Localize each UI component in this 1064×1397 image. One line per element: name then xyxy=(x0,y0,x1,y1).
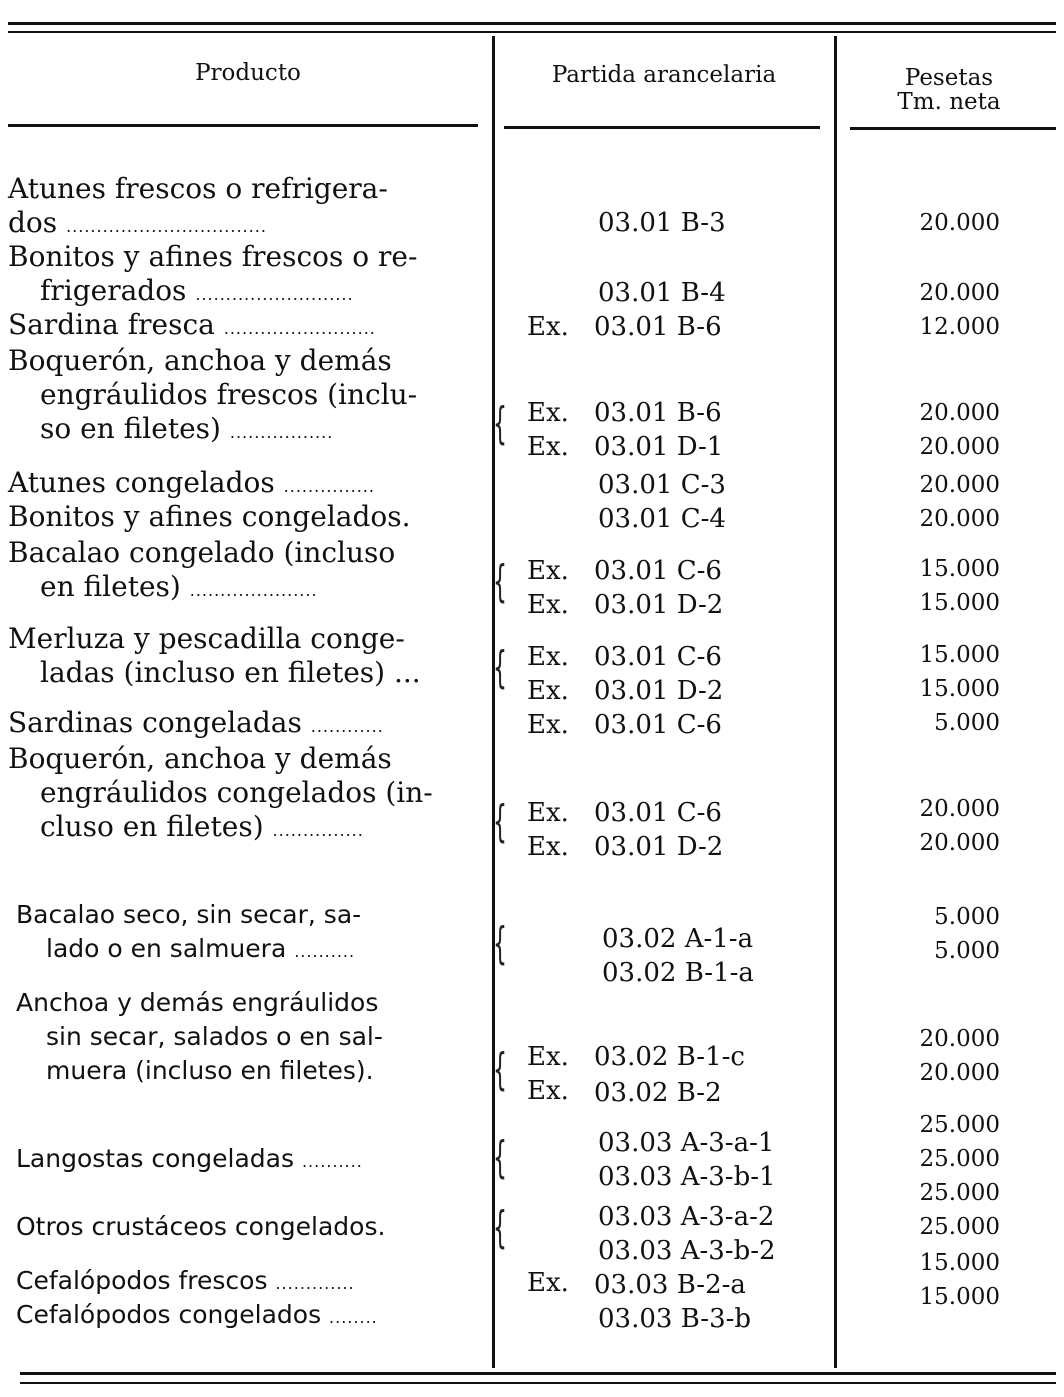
leader-dots: ............. xyxy=(275,1274,355,1293)
partida-code: 03.01 C-6 xyxy=(594,710,722,740)
partida-code: 03.01 D-1 xyxy=(594,432,724,462)
leader-dots: .......... xyxy=(294,942,356,961)
value-cell: 20.000 xyxy=(919,796,1000,822)
product-line: Bacalao congelado (incluso xyxy=(8,536,396,569)
partida-code: 03.02 A-1-a xyxy=(602,924,754,954)
leader-dots: ................................. xyxy=(66,217,267,236)
product-line xyxy=(16,1264,355,1301)
value-cell: 15.000 xyxy=(919,676,1000,702)
partida-code: 03.03 B-3-b xyxy=(598,1304,752,1334)
brace: { xyxy=(493,796,507,847)
value-cell: 25.000 xyxy=(919,1180,1000,1206)
header-underline-pesetas xyxy=(850,127,1056,130)
product-line-text: frigerados xyxy=(40,274,187,307)
brace: { xyxy=(493,1044,507,1095)
partida-code: 03.03 A-3-b-2 xyxy=(598,1236,776,1266)
value-cell: 15.000 xyxy=(919,642,1000,668)
product-line xyxy=(46,932,355,969)
product-line: Anchoa y demás engráulidos xyxy=(16,988,379,1017)
bottom-rule xyxy=(20,1372,1056,1375)
product-line xyxy=(8,206,267,244)
product-line-text: Sardinas congeladas xyxy=(8,706,302,739)
product-line xyxy=(40,810,364,848)
product-line-text: Langostas congeladas xyxy=(16,1144,294,1173)
partida-prefix: Ex. xyxy=(527,398,569,428)
value-cell: 20.000 xyxy=(919,472,1000,498)
brace: { xyxy=(493,1132,507,1183)
partida-code: 03.01 D-2 xyxy=(594,590,724,620)
value-cell: 15.000 xyxy=(919,590,1000,616)
value-cell: 5.000 xyxy=(934,710,1000,736)
header-partida: Partida arancelaria xyxy=(551,62,777,88)
leader-dots: ............... xyxy=(283,477,375,496)
value-cell: 20.000 xyxy=(919,1026,1000,1052)
brace: { xyxy=(493,398,507,449)
partida-prefix: Ex. xyxy=(527,590,569,620)
leader-dots: .......... xyxy=(301,1152,363,1171)
value-cell: 15.000 xyxy=(919,1284,1000,1310)
brace: { xyxy=(493,642,507,693)
product-line: Boquerón, anchoa y demás xyxy=(8,344,392,377)
leader-dots: ................. xyxy=(229,423,334,442)
leader-dots: .......................... xyxy=(195,285,354,304)
partida-code: 03.02 B-1-c xyxy=(594,1042,745,1072)
value-cell: 20.000 xyxy=(919,210,1000,236)
value-cell: 25.000 xyxy=(919,1146,1000,1172)
leader-dots: ..................... xyxy=(189,581,318,600)
value-cell: 20.000 xyxy=(919,830,1000,856)
product-line: Boquerón, anchoa y demás xyxy=(8,742,392,775)
top-rule xyxy=(8,22,1056,25)
product-line-text: so en filetes) xyxy=(40,412,221,445)
partida-code: 03.03 A-3-a-2 xyxy=(598,1202,775,1232)
value-cell: 20.000 xyxy=(919,400,1000,426)
partida-code: 03.01 C-4 xyxy=(598,504,726,534)
partida-prefix: Ex. xyxy=(527,676,569,706)
partida-prefix: Ex. xyxy=(527,642,569,672)
partida-prefix: Ex. xyxy=(527,432,569,462)
leader-dots: ........ xyxy=(329,1308,378,1327)
partida-code: 03.01 C-6 xyxy=(594,556,722,586)
partida-code: 03.02 B-1-a xyxy=(602,958,754,988)
partida-code: 03.01 C-6 xyxy=(594,798,722,828)
leader-dots: ............ xyxy=(310,717,384,736)
product-line xyxy=(40,412,333,450)
partida-code: 03.01 B-3 xyxy=(598,208,726,238)
column-divider-2 xyxy=(834,36,837,1368)
product-line xyxy=(8,706,384,744)
partida-code: 03.01 C-3 xyxy=(598,470,726,500)
product-line: Merluza y pescadilla conge- xyxy=(8,622,405,655)
value-cell: 20.000 xyxy=(919,506,1000,532)
product-line xyxy=(40,570,318,608)
product-line-text: en filetes) xyxy=(40,570,181,603)
partida-code: 03.01 C-6 xyxy=(594,642,722,672)
product-line: engráulidos congelados (in- xyxy=(40,776,433,809)
value-cell: 25.000 xyxy=(919,1214,1000,1240)
partida-code: 03.01 B-6 xyxy=(594,312,722,342)
partida-prefix: Ex. xyxy=(527,312,569,342)
partida-code: 03.02 B-2 xyxy=(594,1078,722,1108)
product-line xyxy=(40,274,354,312)
product-line xyxy=(8,466,375,504)
partida-prefix: Ex. xyxy=(527,1042,569,1072)
value-cell: 25.000 xyxy=(919,1112,1000,1138)
leader-dots: ............... xyxy=(272,821,364,840)
header-pesetas-line2: Tm. neta xyxy=(897,89,1001,115)
bottom-rule-thin xyxy=(20,1382,1056,1384)
product-line-text: Sardina fresca xyxy=(8,308,215,341)
value-cell: 5.000 xyxy=(934,904,1000,930)
product-line: Bacalao seco, sin secar, sa- xyxy=(16,900,362,929)
partida-prefix: Ex. xyxy=(527,832,569,862)
partida-code: 03.01 B-6 xyxy=(594,398,722,428)
header-pesetas xyxy=(842,66,1056,114)
partida-code: 03.01 B-4 xyxy=(598,278,726,308)
partida-code: 03.03 A-3-a-1 xyxy=(598,1128,775,1158)
product-line: ladas (incluso en filetes) ... xyxy=(40,656,421,689)
header-pesetas-line1: Pesetas xyxy=(904,65,994,91)
value-cell: 20.000 xyxy=(919,280,1000,306)
partida-prefix: Ex. xyxy=(527,1076,569,1106)
header-underline-producto xyxy=(8,124,478,127)
leader-dots: ......................... xyxy=(223,319,376,338)
brace: { xyxy=(493,1202,507,1253)
value-cell: 5.000 xyxy=(934,938,1000,964)
product-line-text: Cefalópodos congelados xyxy=(16,1300,322,1329)
product-line: Bonitos y afines congelados. xyxy=(8,500,411,533)
value-cell: 20.000 xyxy=(919,1060,1000,1086)
value-cell: 12.000 xyxy=(919,314,1000,340)
product-line-text: dos xyxy=(8,206,58,239)
partida-prefix: Ex. xyxy=(527,798,569,828)
partida-code: 03.01 D-2 xyxy=(594,676,724,706)
product-line xyxy=(16,1142,363,1179)
value-cell: 15.000 xyxy=(919,556,1000,582)
value-cell: 15.000 xyxy=(919,1250,1000,1276)
product-line: engráulidos frescos (inclu- xyxy=(40,378,418,411)
product-line-text: Atunes congelados xyxy=(8,466,275,499)
top-rule-thin xyxy=(8,31,1056,33)
product-line-text: Cefalópodos frescos xyxy=(16,1266,268,1295)
product-line: sin secar, salados o en sal- xyxy=(46,1022,383,1051)
partida-code: 03.03 B-2-a xyxy=(594,1270,746,1300)
product-line xyxy=(16,1298,378,1335)
product-line-text: cluso en filetes) xyxy=(40,810,264,843)
product-line: Atunes frescos o refrigera- xyxy=(8,172,388,205)
partida-prefix: Ex. xyxy=(527,556,569,586)
value-cell: 20.000 xyxy=(919,434,1000,460)
brace: { xyxy=(493,918,507,969)
partida-code: 03.01 D-2 xyxy=(594,832,724,862)
header-producto: Producto xyxy=(195,60,301,86)
product-line: Bonitos y afines frescos o re- xyxy=(8,240,418,273)
product-line: muera (incluso en filetes). xyxy=(46,1056,374,1085)
brace: { xyxy=(493,556,507,607)
partida-prefix: Ex. xyxy=(527,710,569,740)
product-line-text: lado o en salmuera xyxy=(46,934,287,963)
product-line xyxy=(8,308,376,346)
partida-code: 03.03 A-3-b-1 xyxy=(598,1162,776,1192)
product-line: Otros crustáceos congelados. xyxy=(16,1212,386,1241)
partida-prefix: Ex. xyxy=(527,1268,569,1298)
header-underline-partida xyxy=(504,126,820,129)
